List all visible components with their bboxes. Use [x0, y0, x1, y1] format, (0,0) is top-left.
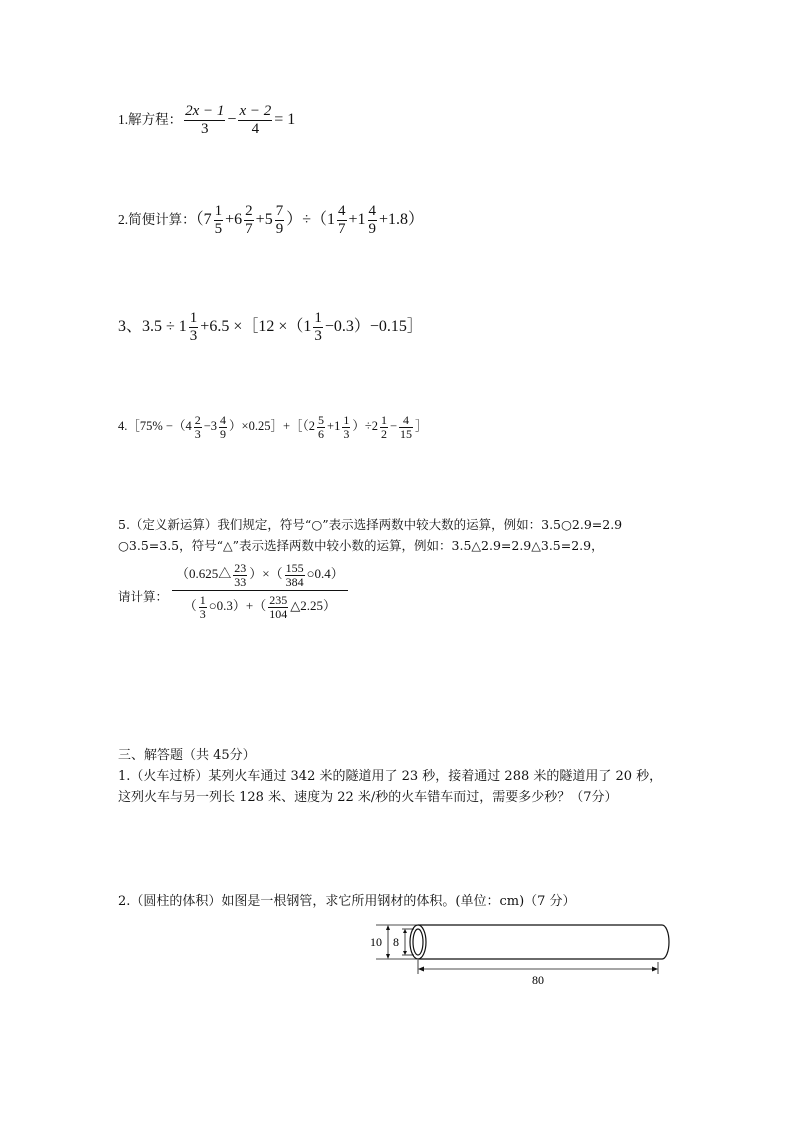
- problem-1-line-1: 1.（火车过桥）某列火车通过 342 米的隧道用了 23 秒，接着通过 288 米的隧道用了 20 秒，: [118, 769, 663, 784]
- q2-fraction-2: $\frac{2}{7}$: [245, 203, 253, 238]
- q5-complex-fraction: [172, 562, 348, 620]
- q5-num-fraction-1: $\frac{23}{33}$: [234, 561, 247, 589]
- q5-numerator: （0.625△ $\frac{23}{33}$ ）×（ $\frac{155}{384}$ ○0.4）: [172, 562, 348, 591]
- problem-2: 2.（圆柱的体积）如图是一根钢管，求它所用钢材的体积。(单位：cm)（7 分）: [118, 894, 576, 909]
- inner-diameter-label: 8: [393, 935, 399, 949]
- section-3-heading: 三、解答题（共 45分）: [118, 748, 256, 763]
- q4-fraction-6: $\frac{4}{15}$: [400, 413, 413, 441]
- q1-fraction-2: $\frac{x - 2}{4}$: [239, 103, 272, 138]
- q1-fraction-1: $\frac{2x - 1}{3}$: [185, 103, 225, 138]
- question-4: 4.［75% −（4 $\frac{2}{3}$ −3 $\frac{4}{9}$ ）×0.25］+［（2 $\frac{5}{6}$ +1 $\frac{1}{3}$ ）÷2 $\frac{1}{2}$ − $\frac{4}{15}$ ］: [118, 413, 428, 441]
- problem-1-line-2: 这列火车与另一列长 128 米、速度为 22 米/秒的火车错车而过，需要多少秒？（7分）: [118, 790, 618, 805]
- q2-fraction-3: $\frac{7}{9}$: [275, 203, 284, 238]
- pipe-inner-end: [413, 929, 423, 955]
- question-3: 3、3.5 ÷ 1 $\frac{1}{3}$ +6.5 ×［12 ×（1 $\frac{1}{3}$ −0.3）−0.15］: [118, 310, 423, 345]
- q4-fraction-2: $\frac{4}{9}$: [220, 413, 227, 441]
- q3-fraction-1: $\frac{1}{3}$: [189, 310, 198, 345]
- question-2: 2.简便计算：（7 $\frac{1}{5}$ +6 $\frac{2}{7}$ +5 $\frac{7}{9}$ ）÷（1 $\frac{4}{7}$ +1 $\frac{4}{9}$ +1.8）: [118, 203, 425, 238]
- length-label: 80: [532, 973, 544, 987]
- q5-line-1: 5.（定义新运算）我们规定，符号“○”表示选择两数中较大数的运算，例如：3.5○2.9=2.9: [118, 517, 623, 532]
- steel-pipe-figure: [362, 912, 682, 992]
- q2-fraction-1: $\frac{1}{5}$: [214, 203, 223, 238]
- q5-label: 请计算：: [118, 589, 169, 604]
- q5-denominator: （ $\frac{1}{3}$ ○0.3）+（ $\frac{235}{104}$ △2.25）: [183, 593, 336, 621]
- outer-diameter-label: 10: [370, 935, 382, 949]
- q2-fraction-5: $\frac{4}{9}$: [368, 203, 377, 238]
- q5-den-fraction-2: $\frac{235}{104}$: [269, 593, 288, 621]
- q5-num-fraction-2: $\frac{155}{384}$: [285, 561, 304, 589]
- q4-fraction-3: $\frac{5}{6}$: [318, 413, 325, 441]
- q1-label: 1.解方程：: [118, 111, 183, 127]
- question-1: 1.解方程： $\frac{2x - 1}{3}$ − $\frac{x - 2}{4}$ = 1: [118, 103, 296, 138]
- q4-fraction-4: $\frac{1}{3}$: [343, 413, 350, 441]
- q4-fraction-5: $\frac{1}{2}$: [380, 413, 387, 441]
- q5-den-fraction-1: $\frac{1}{3}$: [199, 593, 206, 621]
- q3-fraction-2: $\frac{1}{3}$: [314, 310, 322, 345]
- q4-fraction-1: $\frac{2}{3}$: [194, 413, 201, 441]
- q5-line-2: ○3.5=3.5，符号“△”表示选择两数中较小数的运算，例如：3.5△2.9=2.9△3.5=2.9，: [118, 538, 604, 553]
- q2-fraction-4: $\frac{4}{7}$: [338, 203, 346, 238]
